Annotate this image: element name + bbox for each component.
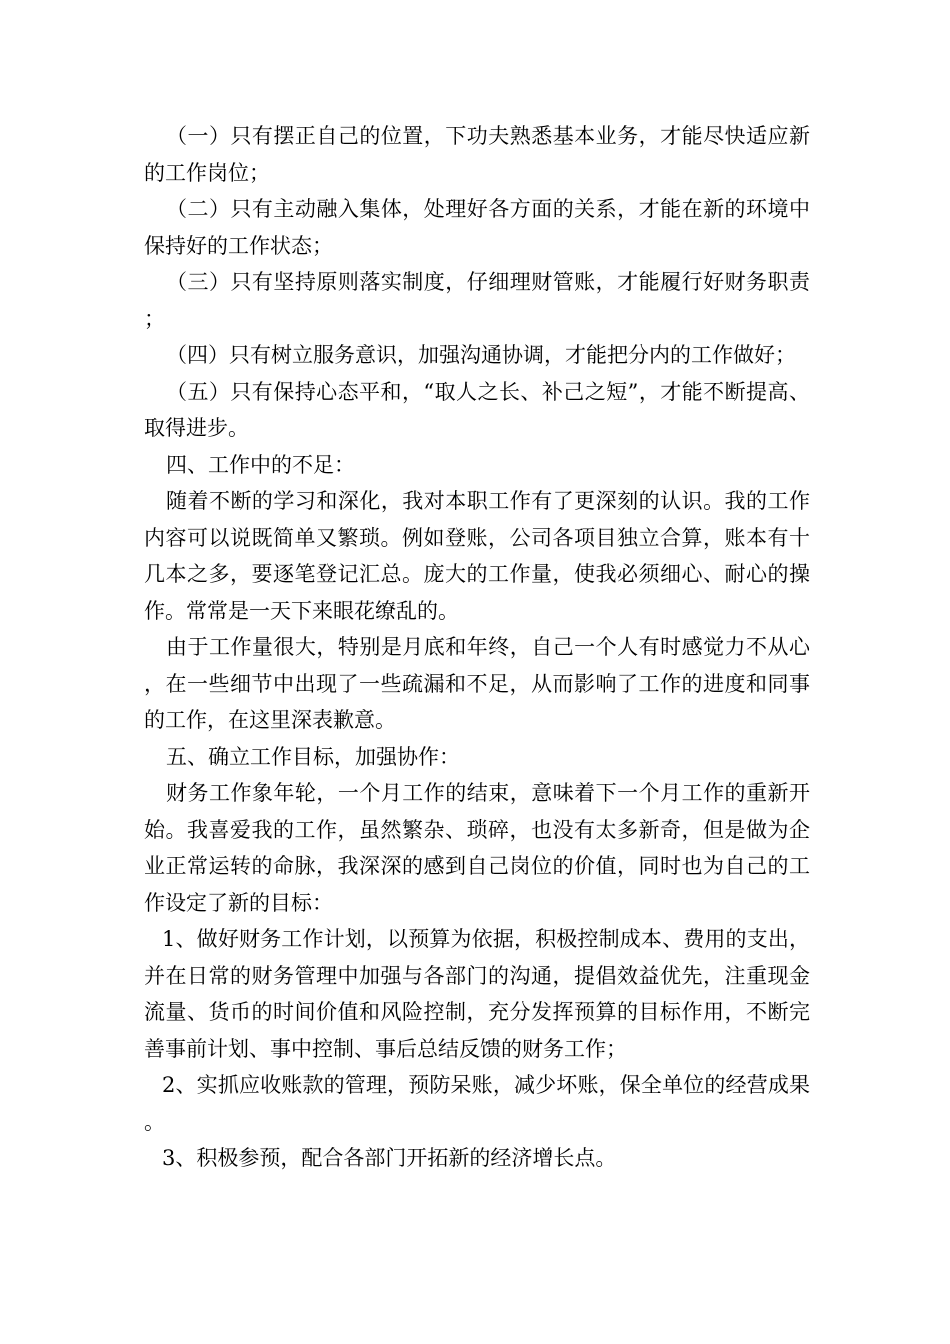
paragraph-principle-1: （一）只有摆正自己的位置，下功夫熟悉基本业务，才能尽快适应新的工作岗位； — [144, 124, 810, 185]
section-heading-goals: 五、确立工作目标，加强协作： — [166, 744, 460, 769]
paragraph-goals-intro: 财务工作象年轮，一个月工作的结束，意味着下一个月工作的重新开始。我喜爱我的工作，虽然繁杂、琐碎，也没有太多新奇，但是做为企业正常运转的命脉，我深深的感到自己岗位的价值，同时也为自己的工作设定了新的目标： — [144, 781, 810, 915]
paragraph-principle-5: （五）只有保持心态平和，“取人之长、补己之短”，才能不断提高、取得进步。 — [144, 379, 810, 440]
goal-item-1: 1、做好财务工作计划，以预算为依据，积极控制成本、费用的支出，并在日常的财务管理中加强与各部门的沟通，提倡效益优先，注重现金流量、货币的时间价值和风险控制，充分发挥预算的目标作用，不断完善事前计划、事中控制、事后总结反馈的财务工作； — [144, 927, 810, 1061]
paragraph-principle-4: （四）只有树立服务意识，加强沟通协调，才能把分内的工作做好； — [166, 343, 796, 367]
paragraph-shortcomings-2: 由于工作量很大，特别是月底和年终，自己一个人有时感觉力不从心，在一些细节中出现了一些疏漏和不足，从而影响了工作的进度和同事的工作，在这里深表歉意。 — [144, 635, 810, 732]
goal-item-2: 2、实抓应收账款的管理，预防呆账，减少坏账，保全单位的经营成果。 — [144, 1073, 810, 1134]
paragraph-shortcomings-1: 随着不断的学习和深化，我对本职工作有了更深刻的认识。我的工作内容可以说既简单又繁琐。例如登账，公司各项目独立合算，账本有十几本之多，要逐笔登记汇总。庞大的工作量，使我必须细心、耐心的操作。常常是一天下来眼花缭乱的。 — [144, 489, 810, 623]
paragraph-principle-3: （三）只有坚持原则落实制度，仔细理财管账，才能履行好财务职责； — [144, 270, 810, 331]
paragraph-principle-2: （二）只有主动融入集体，处理好各方面的关系，才能在新的环境中保持好的工作状态； — [144, 197, 810, 258]
goal-item-3: 3、积极参预，配合各部门开拓新的经济增长点。 — [162, 1146, 617, 1170]
section-heading-shortcomings: 四、工作中的不足： — [166, 452, 355, 477]
